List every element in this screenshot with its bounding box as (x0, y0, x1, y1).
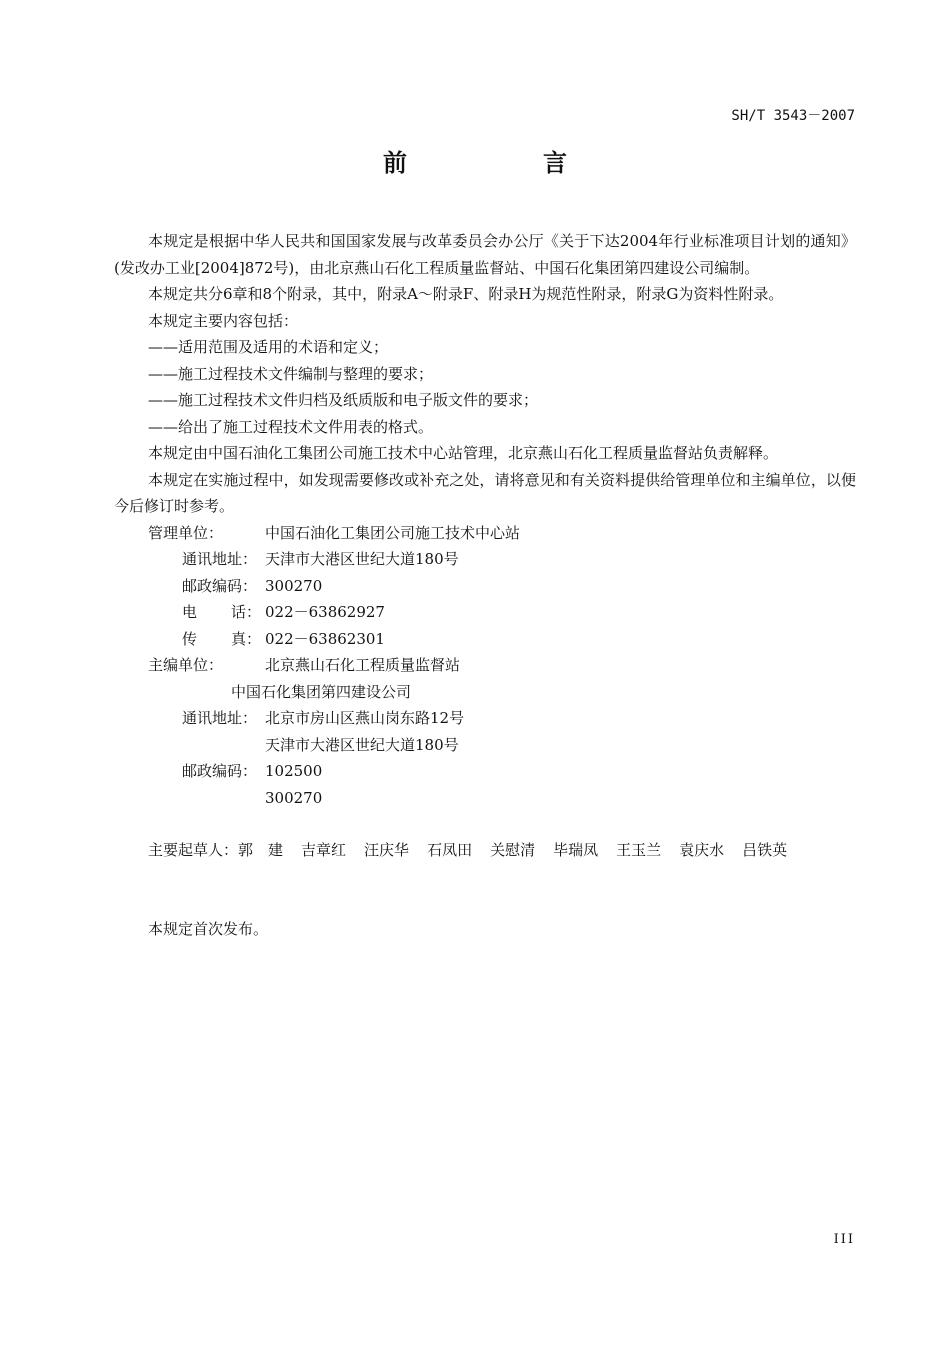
drafters-row (114, 837, 856, 864)
management-address-row (114, 546, 856, 573)
management-postcode-row (114, 573, 856, 600)
editor-postcode-value-1: 102500 (265, 762, 323, 780)
drafter-name: 关慰清 (490, 841, 536, 859)
paragraph-structure: 本规定共分6章和8个附录，其中，附录A～附录F、附录H为规范性附录，附录G为资料性附录。 (148, 285, 784, 303)
drafters-label: 主要起草人： (148, 841, 239, 859)
editor-unit-value-1: 北京燕山石化工程质量监督站 (265, 656, 461, 674)
drafter-name: 吉章红 (301, 841, 347, 859)
contents-item-2: ——施工过程技术文件编制与整理的要求； (148, 364, 434, 383)
standard-code: SH/T 3543－2007 (731, 108, 855, 124)
editor-postcode-row (114, 758, 856, 785)
management-postcode-label: 邮政编码： (182, 576, 258, 595)
drafter-name: 石凤田 (427, 841, 473, 859)
paragraph-feedback: 本规定在实施过程中，如发现需要修改或补充之处，请将意见和有关资料提供给管理单位和主编单位，以便今后修订时参考。 (114, 470, 856, 515)
paragraph-contents-intro: 本规定主要内容包括： (148, 311, 299, 330)
management-address-label: 通讯地址： (182, 550, 258, 568)
editor-unit-row (114, 652, 856, 679)
contents-item-3: ——施工过程技术文件归档及纸质版和电子版文件的要求； (148, 391, 539, 409)
editor-postcode-label: 邮政编码： (182, 762, 258, 780)
management-unit-row (114, 520, 856, 547)
paragraph-management: 本规定由中国石油化工集团公司施工技术中心站管理，北京燕山石化工程质量监督站负责解释。 (148, 444, 779, 462)
contents-item-1: ——适用范围及适用的术语和定义； (148, 338, 389, 356)
management-phone-row (114, 599, 856, 626)
first-release-note: 本规定首次发布。 (148, 919, 269, 938)
title-char-2: 言 (543, 149, 567, 177)
drafter-name: 毕瑞凤 (553, 841, 599, 859)
drafter-name: 王玉兰 (616, 841, 662, 859)
management-postcode-value: 300270 (265, 576, 323, 595)
management-address-value: 天津市大港区世纪大道180号 (265, 550, 459, 568)
preface-body (114, 228, 856, 942)
editor-address-value-1: 北京市房山区燕山岗东路12号 (265, 709, 465, 727)
management-fax-row (114, 626, 856, 653)
management-unit-label: 管理单位： (148, 523, 224, 542)
editor-address-row (114, 705, 856, 732)
drafter-name: 吕铁英 (742, 841, 788, 859)
management-phone-value: 022－63862927 (265, 603, 385, 621)
management-fax-value: 022－63862301 (265, 629, 385, 648)
drafter-name: 郭 建 (238, 841, 284, 859)
editor-postcode-value-2: 300270 (265, 788, 323, 807)
page-number: III (833, 1232, 855, 1247)
management-phone-label: 电 话： (182, 603, 262, 621)
management-fax-label: 传 真： (182, 629, 262, 648)
editor-address-label: 通讯地址： (182, 709, 258, 727)
drafter-name: 袁庆水 (679, 841, 725, 859)
contents-item-4: ——给出了施工过程技术文件用表的格式。 (148, 417, 434, 436)
editor-unit-label: 主编单位： (148, 656, 224, 674)
drafter-name: 汪庆华 (364, 841, 410, 859)
paragraph-basis: 本规定是根据中华人民共和国国家发展与改革委员会办公厅《关于下达2004年行业标准项目计划的通知》(发改办工业[2004]872号)，由北京燕山石化工程质量监督站、中国石化集团第四建设公司编制。 (114, 232, 856, 277)
title-char-1: 前 (383, 149, 407, 177)
editor-address-value-2: 天津市大港区世纪大道180号 (265, 735, 459, 754)
page-title (0, 143, 950, 178)
editor-unit-value-2: 中国石化集团第四建设公司 (231, 682, 412, 701)
management-unit-value: 中国石油化工集团公司施工技术中心站 (265, 523, 521, 542)
